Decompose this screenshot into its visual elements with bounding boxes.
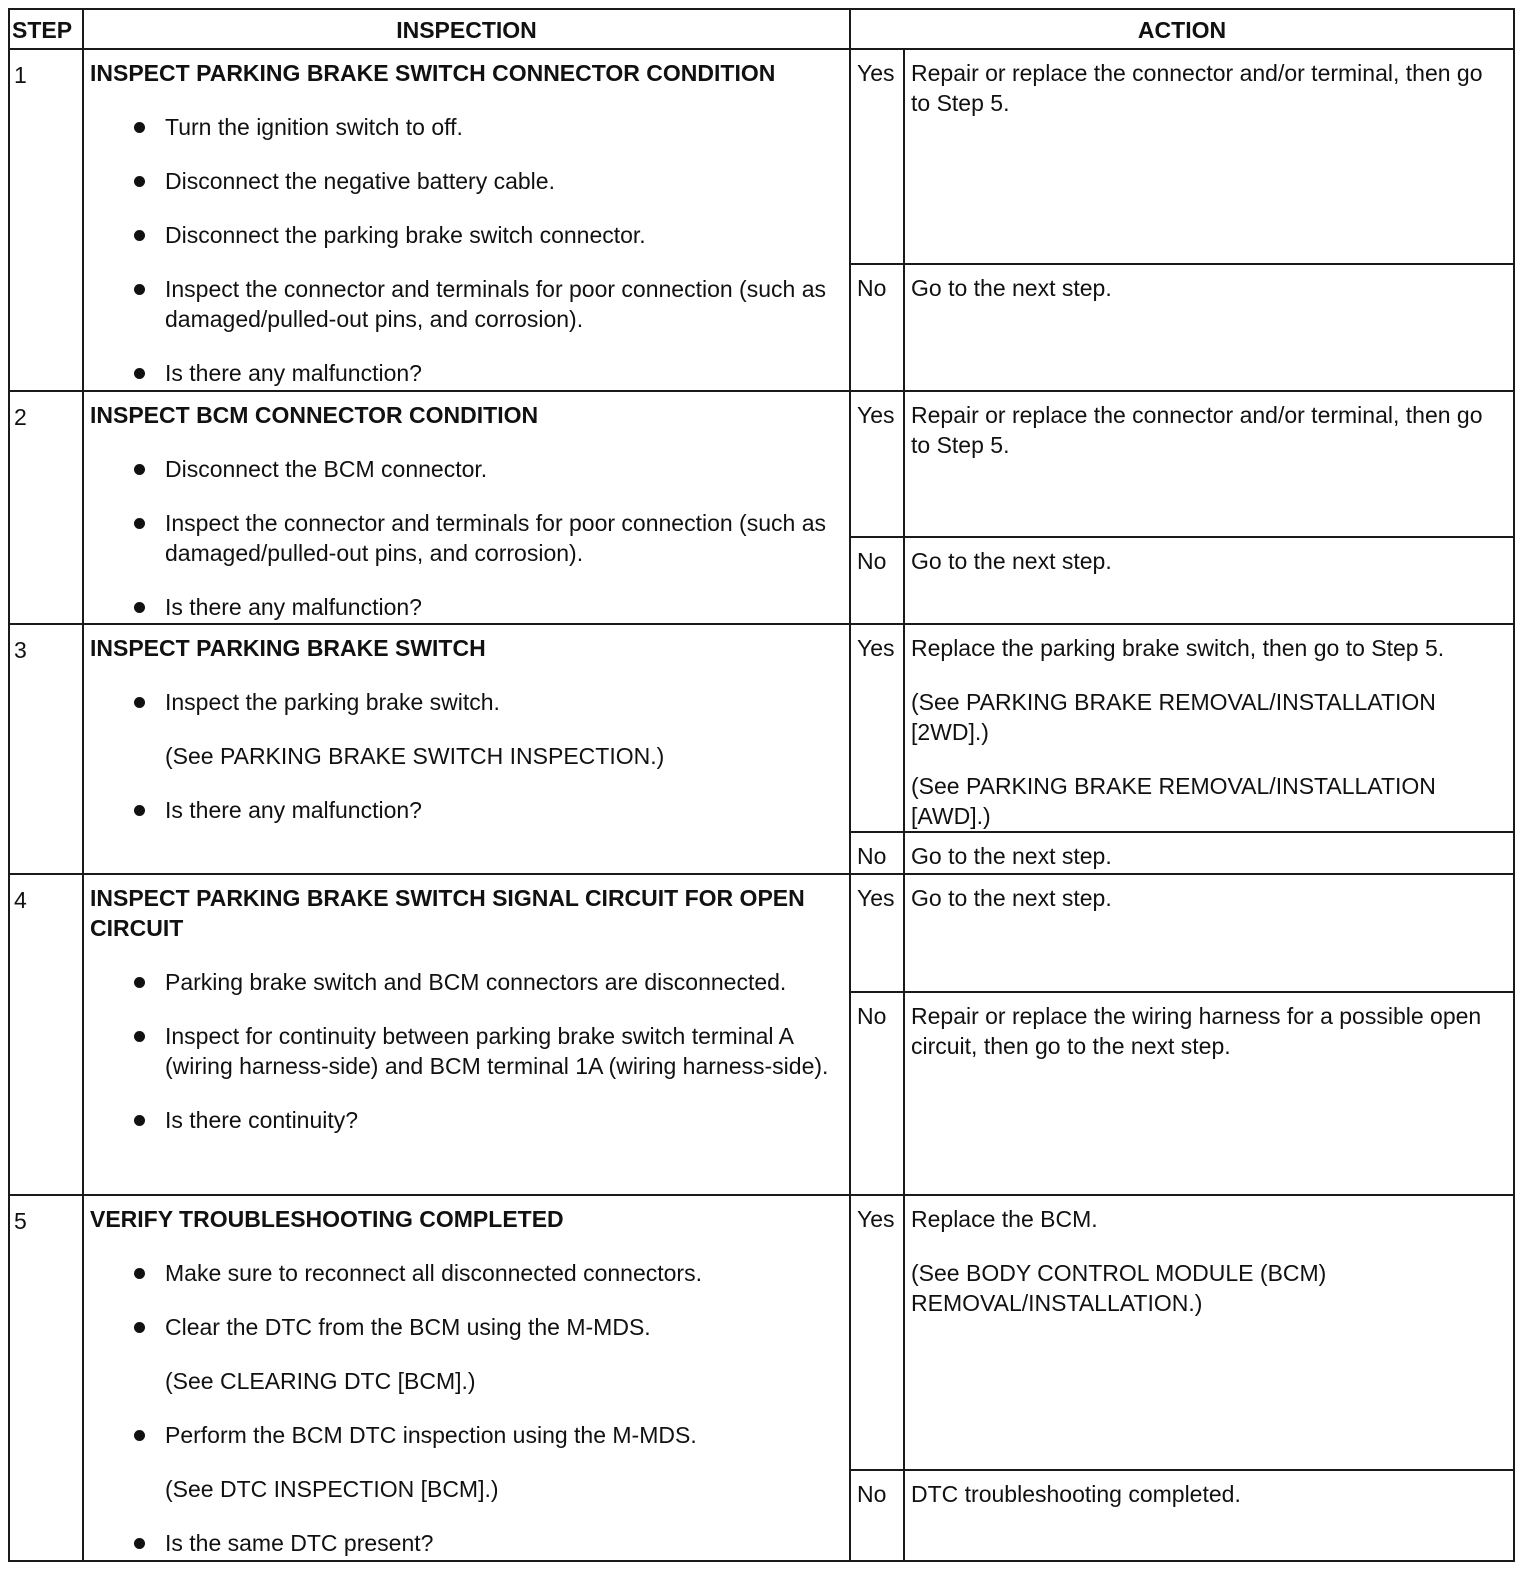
- no-action: [904, 1470, 1514, 1561]
- inspection-list: [90, 112, 843, 388]
- action-text: Go to the next step.: [911, 843, 1112, 869]
- inspection-list: [90, 1258, 843, 1558]
- yes-label: Yes: [850, 391, 904, 537]
- step-number: 1: [9, 49, 83, 391]
- no-label: No: [850, 832, 904, 874]
- action-text: (See BODY CONTROL MODULE (BCM) REMOVAL/INSTALLATION.): [911, 1260, 1327, 1316]
- inspection-item: Clear the DTC from the BCM using the M-MDS.: [90, 1312, 843, 1342]
- inspection-title: INSPECT PARKING BRAKE SWITCH CONNECTOR CONDITION: [90, 60, 776, 86]
- yes-label: Yes: [850, 49, 904, 264]
- action-text: Go to the next step.: [911, 548, 1112, 574]
- action-text: Replace the BCM.: [911, 1206, 1098, 1232]
- no-label: No: [850, 992, 904, 1195]
- action-text: (See PARKING BRAKE REMOVAL/INSTALLATION [AWD].): [911, 773, 1436, 829]
- inspection-item: Is the same DTC present?: [90, 1528, 843, 1558]
- inspection-reference: (See CLEARING DTC [BCM].): [165, 1368, 476, 1394]
- yes-label: Yes: [850, 874, 904, 992]
- action-text: (See PARKING BRAKE REMOVAL/INSTALLATION [2WD].): [911, 689, 1436, 745]
- inspection-title: INSPECT BCM CONNECTOR CONDITION: [90, 402, 539, 428]
- step-row-1: [9, 49, 1514, 264]
- action-text: Go to the next step.: [911, 885, 1112, 911]
- no-action: [904, 832, 1514, 874]
- inspection-item: Turn the ignition switch to off.: [90, 112, 843, 142]
- action-header: ACTION: [850, 9, 1514, 49]
- no-action: [904, 264, 1514, 391]
- action-text: Replace the parking brake switch, then go to Step 5.: [911, 635, 1445, 661]
- step-number: 4: [9, 874, 83, 1195]
- no-action: [904, 992, 1514, 1195]
- inspection-item: Inspect for continuity between parking brake switch terminal A (wiring harness-side) and BCM terminal 1A (wiring harness-side).: [90, 1021, 843, 1081]
- inspection-reference: (See PARKING BRAKE SWITCH INSPECTION.): [165, 743, 665, 769]
- action-text: Repair or replace the connector and/or terminal, then go to Step 5.: [911, 402, 1483, 458]
- action-text: Go to the next step.: [911, 275, 1112, 301]
- step-row-3: [9, 624, 1514, 832]
- no-label: No: [850, 1470, 904, 1561]
- yes-action: [904, 1195, 1514, 1470]
- inspection-item: Inspect the connector and terminals for poor connection (such as damaged/pulled-out pins, and corrosion).: [90, 274, 843, 334]
- action-text: DTC troubleshooting completed.: [911, 1481, 1241, 1507]
- inspection-list: [90, 687, 843, 825]
- yes-action: [904, 874, 1514, 992]
- inspection-item: Disconnect the negative battery cable.: [90, 166, 843, 196]
- inspection-item: Make sure to reconnect all disconnected connectors.: [90, 1258, 843, 1288]
- inspection-cell: [83, 1195, 850, 1561]
- step-number: 3: [9, 624, 83, 874]
- yes-label: Yes: [850, 1195, 904, 1470]
- inspection-item: Inspect the parking brake switch.: [90, 687, 843, 717]
- step-row-2: [9, 391, 1514, 537]
- inspection-item: Parking brake switch and BCM connectors are disconnected.: [90, 967, 843, 997]
- step-row-5: [9, 1195, 1514, 1470]
- inspection-header: INSPECTION: [83, 9, 850, 49]
- no-action: [904, 537, 1514, 624]
- step-row-4: [9, 874, 1514, 992]
- inspection-list: [90, 967, 843, 1135]
- yes-action: [904, 624, 1514, 832]
- inspection-item: Is there any malfunction?: [90, 795, 843, 825]
- troubleshooting-table: [8, 8, 1515, 1562]
- yes-action: [904, 391, 1514, 537]
- no-label: No: [850, 264, 904, 391]
- action-text: Repair or replace the wiring harness for a possible open circuit, then go to the next step.: [911, 1003, 1482, 1059]
- inspection-item: Inspect the connector and terminals for poor connection (such as damaged/pulled-out pins, and corrosion).: [90, 508, 843, 568]
- yes-action: [904, 49, 1514, 264]
- inspection-item: Perform the BCM DTC inspection using the M-MDS.: [90, 1420, 843, 1450]
- inspection-reference: (See DTC INSPECTION [BCM].): [165, 1476, 499, 1502]
- inspection-item: Is there any malfunction?: [90, 358, 843, 388]
- inspection-item: Disconnect the parking brake switch connector.: [90, 220, 843, 250]
- inspection-cell: [83, 874, 850, 1195]
- inspection-cell: [83, 624, 850, 874]
- yes-label: Yes: [850, 624, 904, 832]
- inspection-cell: [83, 49, 850, 391]
- step-number: 5: [9, 1195, 83, 1561]
- step-number: 2: [9, 391, 83, 624]
- inspection-item: Is there continuity?: [90, 1105, 843, 1135]
- header-row: [9, 9, 1514, 49]
- inspection-title: INSPECT PARKING BRAKE SWITCH: [90, 635, 486, 661]
- no-label: No: [850, 537, 904, 624]
- inspection-list: [90, 454, 843, 622]
- step-header: STEP: [9, 9, 83, 49]
- inspection-item: Is there any malfunction?: [90, 592, 843, 622]
- inspection-title: VERIFY TROUBLESHOOTING COMPLETED: [90, 1206, 564, 1232]
- inspection-title: INSPECT PARKING BRAKE SWITCH SIGNAL CIRCUIT FOR OPEN CIRCUIT: [90, 885, 805, 941]
- inspection-cell: [83, 391, 850, 624]
- inspection-item: Disconnect the BCM connector.: [90, 454, 843, 484]
- action-text: Repair or replace the connector and/or terminal, then go to Step 5.: [911, 60, 1483, 116]
